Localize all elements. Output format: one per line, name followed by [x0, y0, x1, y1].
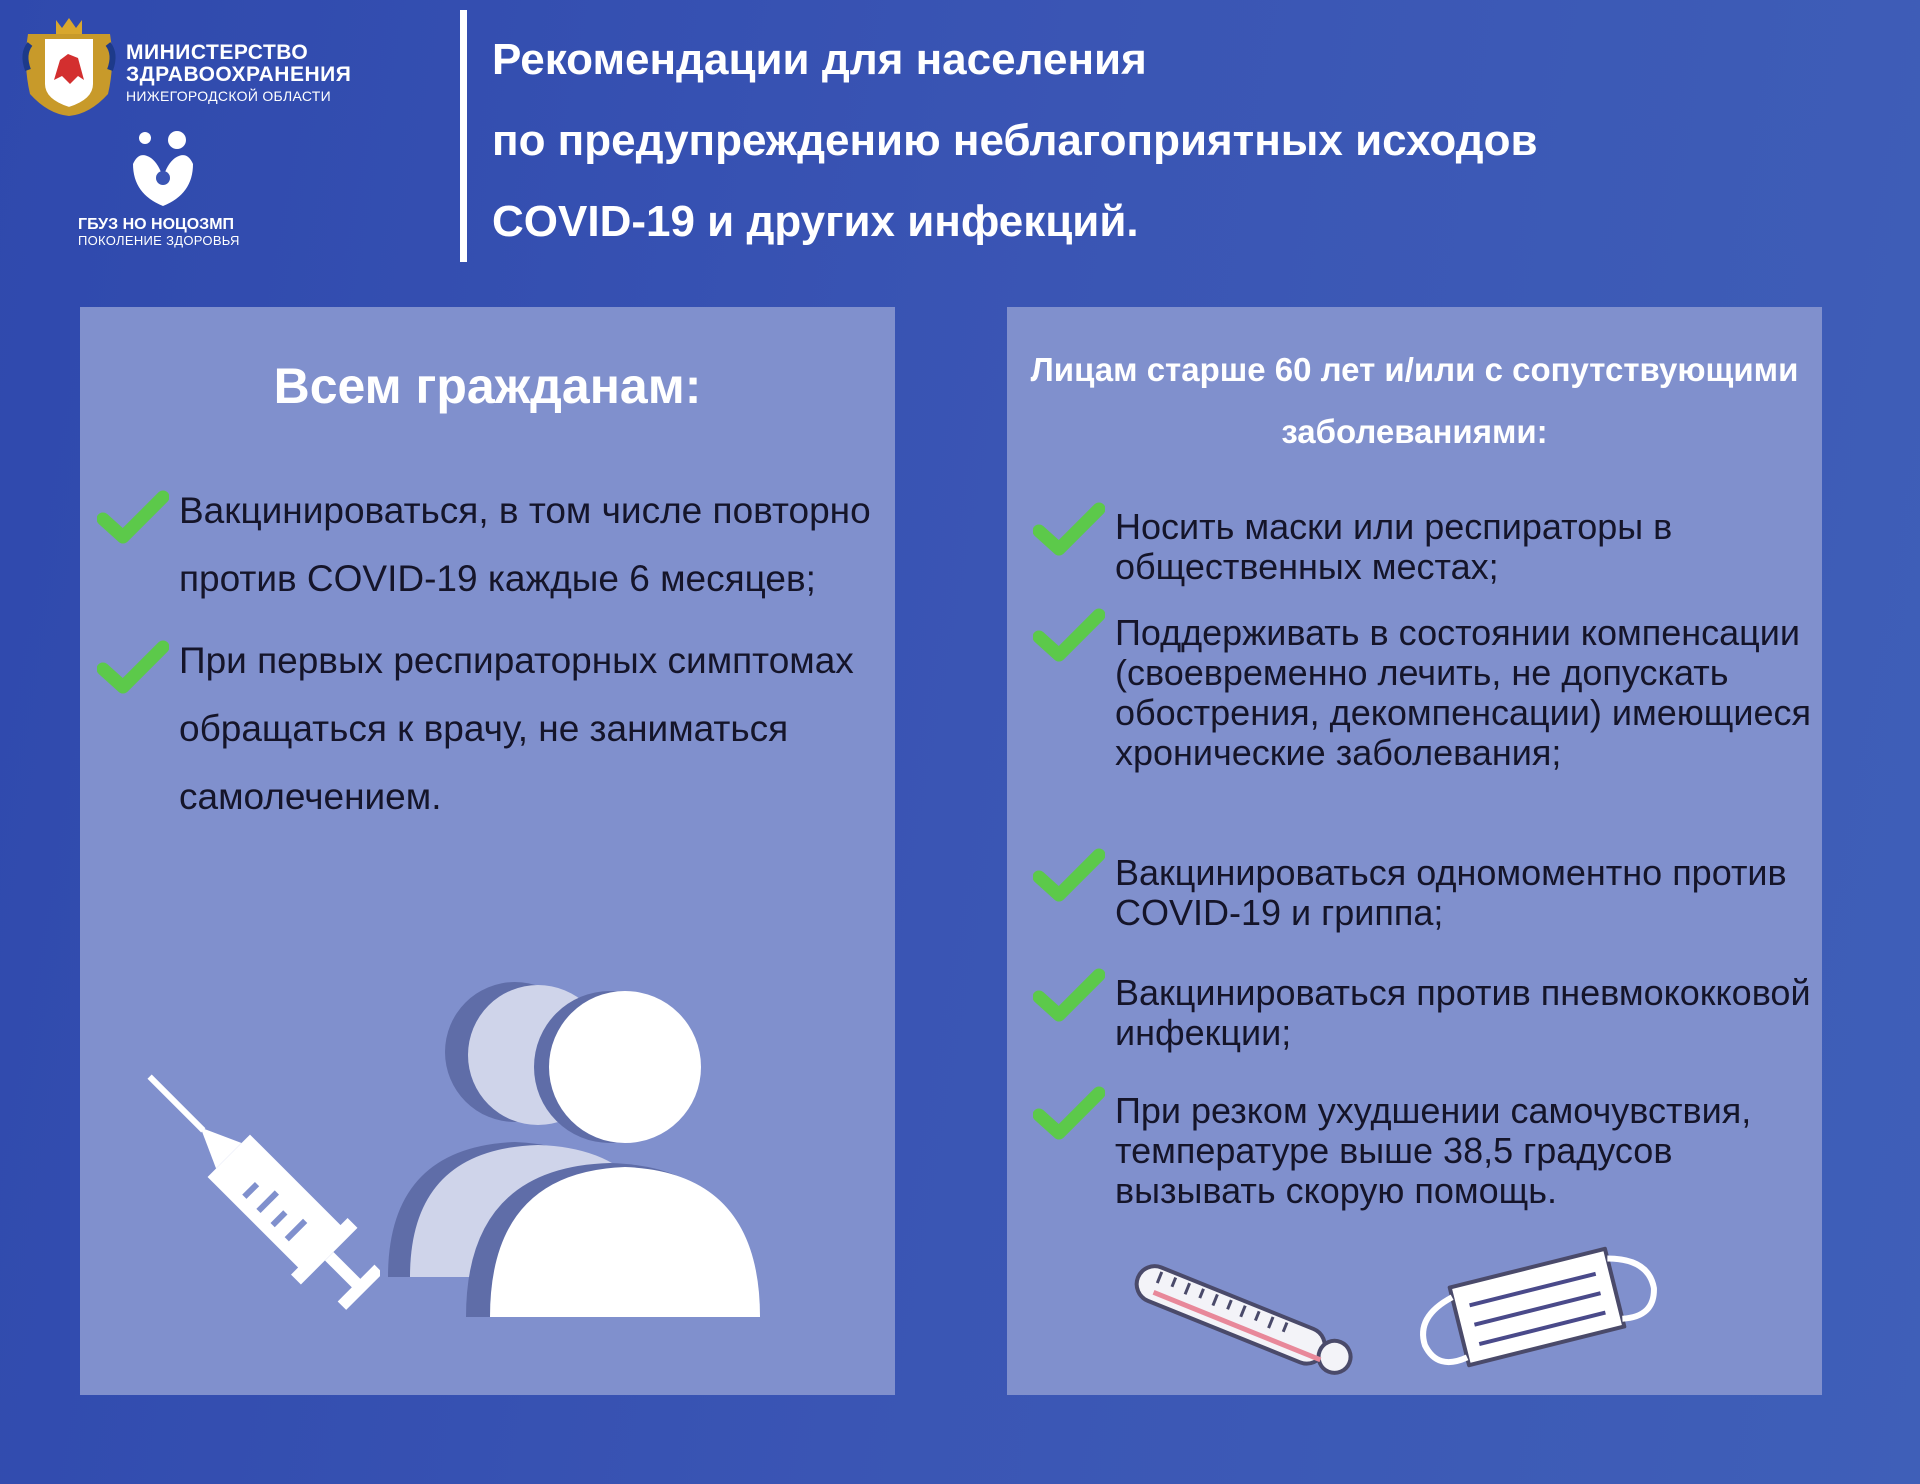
title-line: по предупреждению неблагоприятных исходов: [492, 116, 1538, 165]
ministry-line-2: ЗДРАВООХРАНЕНИЯ: [126, 63, 352, 87]
ministry-line-1: МИНИСТЕРСТВО: [126, 41, 309, 64]
title-line: COVID-19 и других инфекций.: [492, 197, 1139, 246]
header: [0, 0, 1920, 280]
syringe-icon: [120, 1027, 380, 1327]
item-text: Вакцинироваться одномоментно против COVID-19 и гриппа;: [1115, 852, 1787, 933]
list-item: [1007, 973, 1822, 1053]
mask-icon: [1407, 1227, 1667, 1387]
check-icon: [1033, 847, 1105, 903]
general-citizens-panel: [80, 307, 895, 1395]
recommendation-list: [80, 477, 895, 845]
check-icon: [1033, 501, 1105, 557]
org-line-1: ГБУЗ НО НОЦОЗМП: [78, 216, 235, 233]
check-icon: [1033, 967, 1105, 1023]
panel-heading: Всем гражданам:: [273, 358, 702, 414]
title-line: Рекомендации для населения: [492, 35, 1147, 84]
org-name: [78, 216, 240, 248]
org-line-2: ПОКОЛЕНИЕ ЗДОРОВЬЯ: [78, 232, 240, 248]
people-icon: [380, 967, 760, 1317]
emblem-icon: [18, 14, 120, 118]
item-text: Носить маски или респираторы в общественных местах;: [1115, 506, 1673, 587]
risk-group-panel: [1007, 307, 1822, 1395]
list-item: [1007, 853, 1822, 933]
ministry-line-3: НИЖЕГОРОДСКОЙ ОБЛАСТИ: [126, 88, 332, 105]
panel-heading: Лицам старше 60 лет и/или с сопутствующими заболеваниями:: [1030, 351, 1799, 450]
check-icon: [97, 489, 169, 545]
list-item: [1007, 1091, 1822, 1211]
item-text: Поддерживать в состоянии компенсации (своевременно лечить, не допускать обострения, декомпенсации) имеющиеся хронические заболевания;: [1115, 612, 1812, 773]
org-logo-icon: [125, 128, 201, 208]
ministry-name: [126, 42, 351, 104]
header-divider: [460, 10, 467, 262]
item-text: Вакцинироваться против пневмококковой инфекции;: [1115, 972, 1811, 1053]
check-icon: [1033, 607, 1105, 663]
item-text: Вакцинироваться, в том числе повторно против COVID-19 каждые 6 месяцев;: [179, 490, 871, 599]
list-item: [80, 627, 895, 831]
page-title: [492, 30, 1872, 273]
check-icon: [97, 639, 169, 695]
item-text: При резком ухудшении самочувствия, температуре выше 38,5 градусов вызывать скорую помощь.: [1115, 1090, 1752, 1211]
thermometer-icon: [1117, 1262, 1367, 1392]
item-text: При первых респираторных симптомах обращаться к врачу, не заниматься самолечением.: [179, 640, 854, 817]
list-item: [1007, 507, 1822, 587]
list-item: [80, 477, 895, 613]
list-item: [1007, 613, 1822, 773]
check-icon: [1033, 1085, 1105, 1141]
